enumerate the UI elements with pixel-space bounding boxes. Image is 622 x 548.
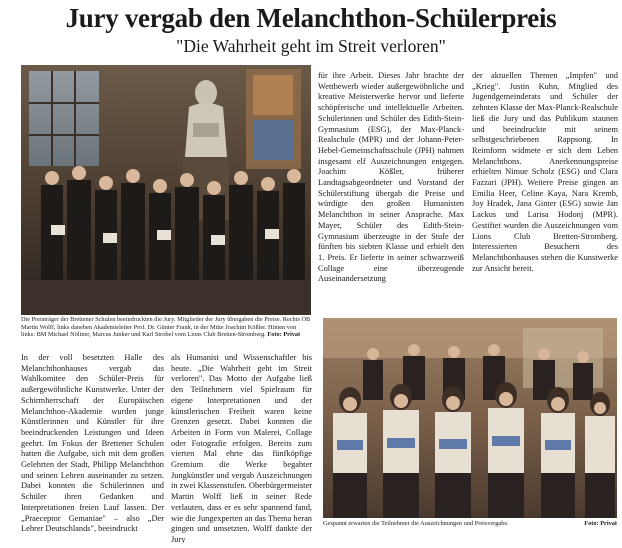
column-3-text: für ihre Arbeit. Dieses Jahr brachte der Wettbewerb wieder außergewöhnliche und kreative Meisterwerke hervor und lieferte schöpferische und intellektuelle Arbeiten. Schülerinnen und Schüler des Edith-Stein-Gymnasium (ESG), der Max-Planck-Realschule (MPR) und der Johann-Peter-Hebel-Gemeinschaftsschule (JPH) nahmen insgesamt elf Auszeichnungen entgegen. Joachim Kößler, früherer Landtagsabgeordneter und Vorstand der Schülerstiftung übergab die Preise und würdigte den großen Humanisten Melanchthon in seiner Ansprache. Max Mayer, Schüler des Edith-Stein-Gymnasium überzeugte in der Stufe der fünften bis siebten Klasse und erhielt den 1. Preis. Er lieferte in seiner schwarzweiß Collage eine überzeugende Auseinandersetzung	[318, 71, 464, 284]
column-1-text: In der voll besetzten Halle des Melanchthonhauses vergab das Wahlkomitee den Schüler-Preis für außergewöhnliche Kunstwerke. Unter der Schirmherrschaft der Europäischen Melanchthon-Akademie wurden junge Künstlerinnen und Künstler für ihre beeindruckenden Leistungen und Ideen geehrt. Im Fokus der Brettener Schulen hatten die Aufgabe, sich mit dem großen Gelehrten der Stadt, Philipp Melanchthon und seinen Lehren auseinander zu setzen. Dabei konnten die Schülerinnen und Schüler ihren Gedanken und Interpretationen freien Lauf lassen. Der „Praeceptor Gemaniae" – also „Der Lehrer Deutschlands", beeindruckt	[21, 353, 164, 534]
caption-text: Gespannt erwarten die Teilnehmer die Auszeichnungen und Preisvergabe.	[323, 520, 509, 527]
column-2-text: als Humanist und Wissenschaftler bis heute. „Die Wahrheit geht im Streit verloren". Das Motto der Aufgabe ließ den Teilnehmern viel Spielraum für eigene Interpretationen und der künstlerischen Freiheit waren keine Grenzen gesetzt. Dabei konnten die Arbeiten in Form von Malerei, Collage oder Fotografie erfolgen. Bereits zum vierten Mal ehrte das fünfköpfige Gremium die Werke begabter Jungkünstler und vergab Auszeichnungen in zwei Klassenstufen. Oberbürgermeister Martin Wolff ließ in seiner Rede verlauten, dass er es sehr spannend fand, wie die Jungexperten an das Thema heran gingen und umsetzten. Wolff dankte der Jury	[171, 353, 312, 543]
audience-photo	[323, 318, 617, 518]
subheadline: "Die Wahrheit geht im Streit verloren"	[176, 36, 446, 56]
caption-text: Die Preisträger der Brettener Schulen beeindruckten die Jury. Mitglieder der Jury übergaben die Preise. Rechts OB Martin Wolff, links daneben Akademieleiter Prof. Dr. Günter Frank, in der Mitte Joachim Kößler. Hinten von links: BM Michael Nöltner, Marcus Junker und Karl Strobel vom Lions Club Bretten-Stromberg.	[21, 316, 311, 339]
article-column-4	[472, 71, 618, 313]
headline: Jury vergab den Melanchthon-Schülerpreis	[65, 3, 557, 33]
group-photo-image	[21, 65, 311, 315]
photo-credit: Foto: Privat	[267, 331, 301, 339]
column-4-text: der aktuellen Themen „Impfen" und „Krieg". Justin Kuhn, Mitglied des Jugendgemeinderats und Schüler der zehnten Klasse der Max-Planck-Realschule ließ die Jury und das Publikum staunen und beeindruckte mit seinem selbstgeschriebenen Rappsong. In Reimform widmete er sich dem Leben Melanchthons. Anerkennungspreise erhielten Nimue Scholz (ESG) und Clara Fazzari (JPH). Weitere Preise gingen an Emilia Heer, Celine Kaya, Nara Kremb, Joy Hradek, Jana Ginter (ESG) sowie Jan Lackus und Larisa Hodonj (MPR). Gestiftet wurden die Auszeichnungen vom Lions Club Bretten-Stromberg. Interessierten Besuchern des Melanchthonhauses stehen die Kunstwerke zur Ansicht bereit.	[472, 71, 618, 273]
group-photo	[21, 65, 311, 315]
group-photo-caption	[21, 316, 311, 348]
audience-photo-image	[323, 318, 617, 518]
article-column-3	[318, 71, 464, 313]
article-column-1	[21, 353, 164, 543]
audience-photo-caption	[323, 520, 617, 532]
article-column-2	[171, 353, 312, 543]
photo-credit: Foto: Privat	[584, 520, 617, 527]
